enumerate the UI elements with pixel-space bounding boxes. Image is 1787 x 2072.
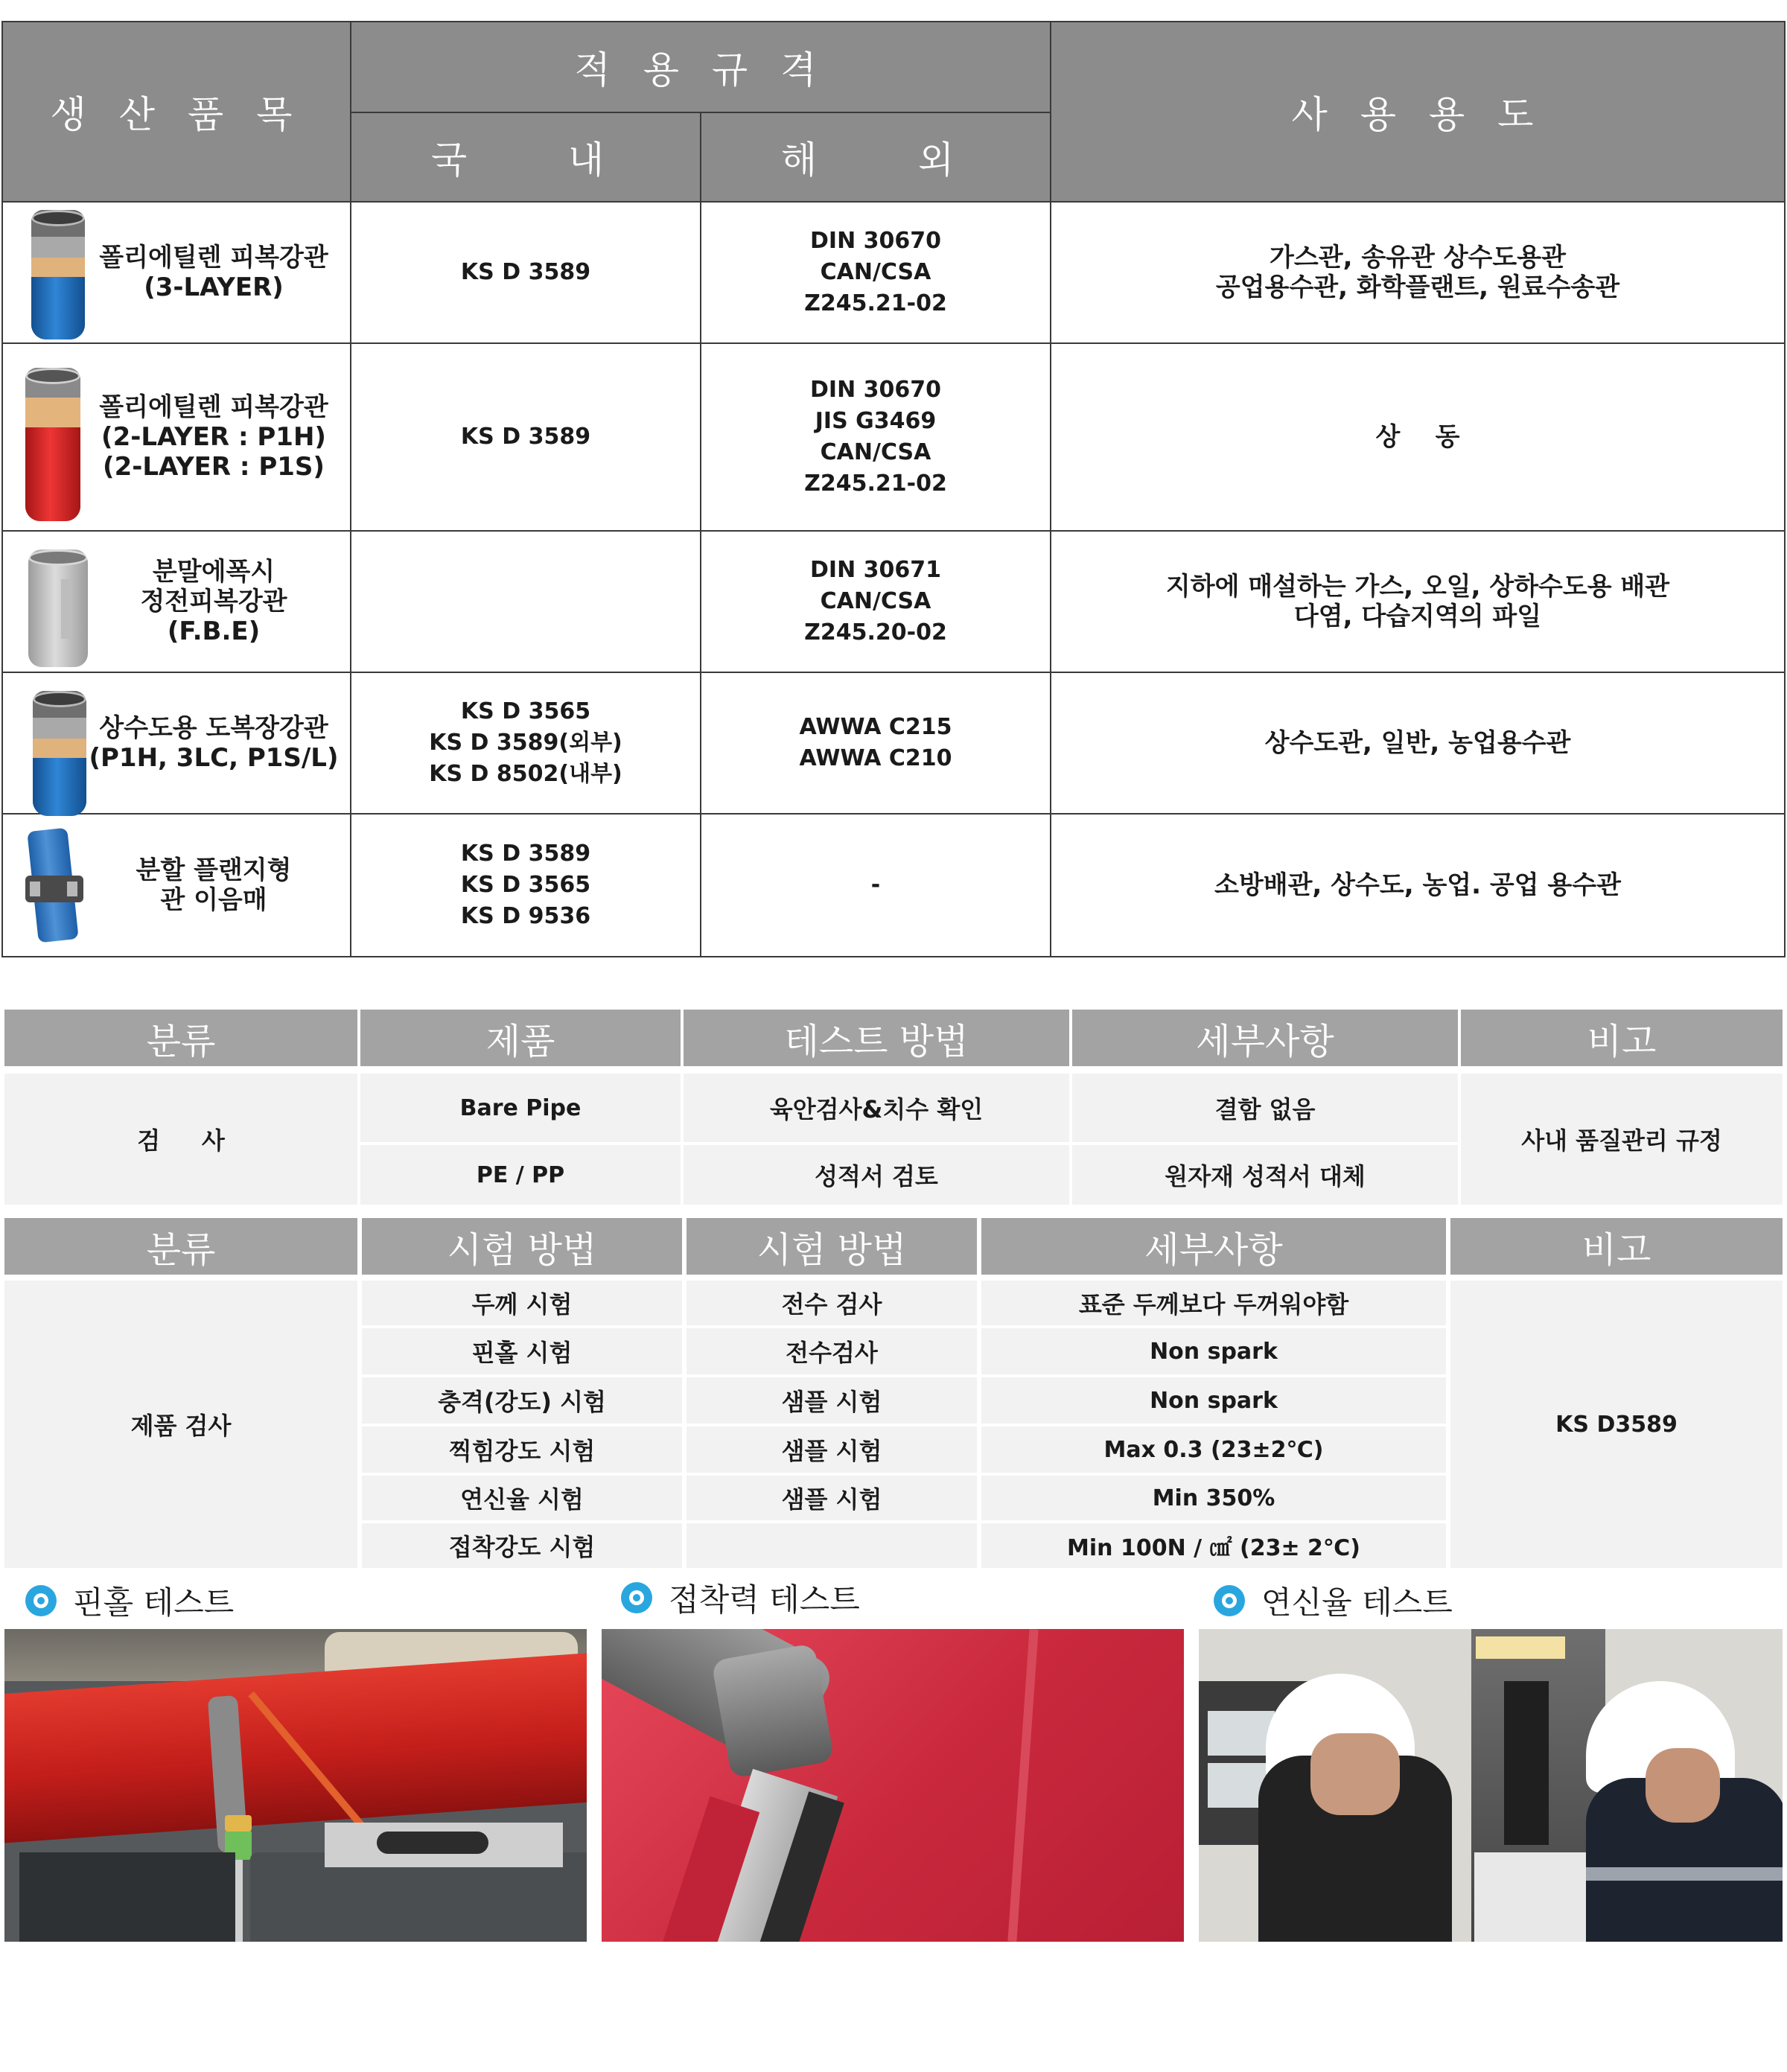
overseas-standard: AWWA C215 AWWA C210 (799, 714, 952, 771)
elongation-test-photo (1199, 1629, 1783, 1942)
test-cell: 두께 시험 (362, 1281, 682, 1325)
header-overseas: 해 외 (701, 113, 1050, 201)
note-cell: 사내 품질관리 규정 (1461, 1074, 1783, 1205)
header-category: 분류 (4, 1218, 357, 1275)
spec-table (1, 21, 1786, 957)
detail-cell: Min 100N / ㎠ (23± 2℃) (981, 1523, 1446, 1568)
note-cell: KS D3589 (1450, 1281, 1783, 1568)
domestic-standard (351, 532, 700, 672)
red-coated-pipe-icon (25, 368, 80, 521)
category-cell: 검 사 (4, 1074, 357, 1205)
split-flange-coupling-icon (25, 829, 85, 946)
product-name: 상수도용 도복장강관 (P1H, 3LC, P1S/L) (89, 713, 339, 773)
usage-text: 소방배관, 상수도, 농업. 공업 용수관 (1214, 870, 1621, 900)
product-name: 폴리에틸렌 피복강관 (3-LAYER) (99, 243, 328, 302)
test-cell: 핀홀 시험 (362, 1328, 682, 1374)
header-standard: 적 용 규 격 (351, 22, 1050, 112)
usage-text: 지하에 매설하는 가스, 오일, 상하수도용 배관 다염, 다습지역의 파일 (1165, 572, 1670, 631)
test-cell: 연신율 시험 (362, 1476, 682, 1520)
adhesion-test-photo (602, 1629, 1184, 1942)
header-detail: 세부사항 (981, 1218, 1446, 1275)
caption-text: 핀홀 테스트 (73, 1584, 235, 1621)
header-product: 제품 (360, 1010, 681, 1066)
header-detail: 세부사항 (1072, 1010, 1458, 1066)
method-cell: 성적서 검토 (684, 1145, 1069, 1205)
method-cell (687, 1523, 977, 1568)
method-cell: 샘플 시험 (687, 1476, 977, 1520)
domestic-standard: KS D 3589 (460, 259, 591, 285)
overseas-standard: DIN 30670 JIS G3469 CAN/CSA Z245.21-02 (804, 377, 947, 497)
header-category: 분류 (4, 1010, 357, 1066)
product-cell: PE / PP (360, 1145, 681, 1205)
usage-text: 상 동 (1375, 422, 1460, 452)
test-cell: 찍힘강도 시험 (362, 1427, 682, 1473)
header-note: 비고 (1461, 1010, 1783, 1066)
product-cell: Bare Pipe (360, 1074, 681, 1142)
header-usage: 사 용 용 도 (1051, 22, 1784, 201)
domestic-standard: KS D 3589 (460, 424, 591, 450)
detail-cell: 결함 없음 (1072, 1074, 1458, 1142)
header-test: 시험 방법 (362, 1218, 682, 1275)
overseas-standard: DIN 30670 CAN/CSA Z245.21-02 (804, 228, 947, 316)
usage-text: 상수도관, 일반, 농업용수관 (1264, 728, 1571, 758)
detail-cell: Max 0.3 (23±2℃) (981, 1427, 1446, 1473)
category-cell: 제품 검사 (4, 1281, 357, 1568)
header-domestic: 국 내 (351, 113, 700, 201)
usage-text: 가스관, 송유관 상수도용관 공업용수관, 화학플랜트, 원료수송관 (1215, 243, 1620, 302)
test-cell: 충격(강도) 시험 (362, 1377, 682, 1424)
domestic-standard: KS D 3589 KS D 3565 KS D 9536 (460, 841, 591, 929)
pinhole-test-photo (4, 1629, 587, 1942)
method-cell: 전수검사 (687, 1328, 977, 1374)
method-cell: 전수 검사 (687, 1281, 977, 1325)
header-method: 시험 방법 (687, 1218, 977, 1275)
bullet-circle-icon (1214, 1585, 1245, 1616)
caption-pinhole-test (25, 1580, 234, 1622)
caption-text: 접착력 테스트 (669, 1581, 860, 1618)
overseas-standard: - (870, 872, 881, 898)
detail-cell: Non spark (981, 1328, 1446, 1374)
overseas-standard: DIN 30671 CAN/CSA Z245.20-02 (804, 557, 947, 645)
caption-elongation-test (1214, 1580, 1453, 1622)
test-cell: 접착강도 시험 (362, 1523, 682, 1568)
method-cell: 샘플 시험 (687, 1427, 977, 1473)
bullet-circle-icon (621, 1582, 652, 1613)
caption-text: 연신율 테스트 (1261, 1584, 1453, 1621)
caption-adhesion-test (621, 1577, 860, 1619)
detail-cell: Min 350% (981, 1476, 1446, 1520)
product-name: 폴리에틸렌 피복강관 (2-LAYER : P1H) (2-LAYER : P1S) (99, 392, 328, 482)
product-name: 분말에폭시 정전피복강관 (F.B.E) (140, 557, 287, 646)
domestic-standard: KS D 3565 KS D 3589(외부) KS D 8502(내부) (429, 698, 622, 787)
header-test-method: 테스트 방법 (684, 1010, 1069, 1066)
header-product: 생 산 품 목 (3, 22, 350, 201)
header-note: 비고 (1450, 1218, 1783, 1275)
detail-cell: 원자재 성적서 대체 (1072, 1145, 1458, 1205)
detail-cell: Non spark (981, 1377, 1446, 1424)
detail-cell: 표준 두께보다 두꺼워야함 (981, 1281, 1446, 1325)
method-cell: 육안검사&치수 확인 (684, 1074, 1069, 1142)
bullet-circle-icon (25, 1585, 57, 1616)
method-cell: 샘플 시험 (687, 1377, 977, 1424)
product-name: 분할 플랜지형 관 이음매 (136, 855, 292, 915)
